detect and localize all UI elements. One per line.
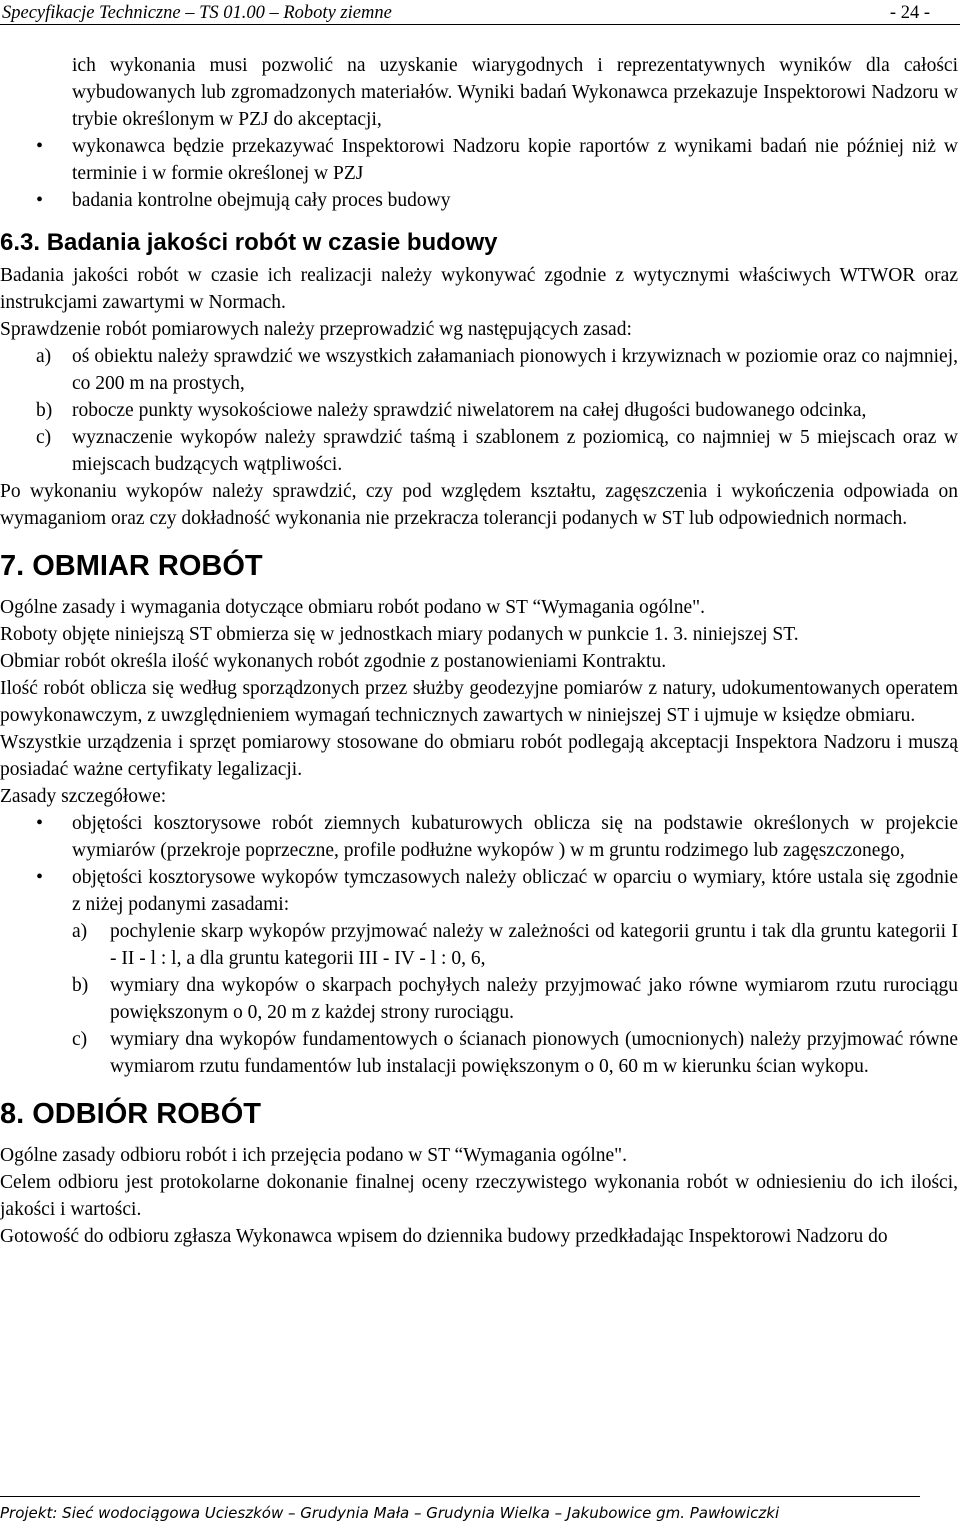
paragraph: Ogólne zasady odbioru robót i ich przejęcia podano w ST “Wymagania ogólne". (0, 1145, 627, 1166)
document-title: Specyfikacje Techniczne – TS 01.00 – Roboty ziemne (2, 3, 392, 23)
list-item-text: robocze punkty wysokościowe należy sprawdzić niwelatorem na całej długości budowanego odcinka, (72, 400, 867, 421)
intro-continuation: ich wykonania musi pozwolić na uzyskanie wiarygodnych i reprezentatywnych wyników dla całości wybudowanych lub zgromadzonych materiałów. Wyniki badań Wykonawca przekazuje Inspektorowi Nadzoru w trybie określonym w PZJ do akceptacji, (72, 55, 958, 130)
section-6-3-heading: 6.3. Badania jakości robót w czasie budowy (0, 229, 498, 256)
page-header (0, 0, 960, 25)
list-item (0, 972, 958, 1026)
paragraph: Gotowość do odbioru zgłasza Wykonawca wpisem do dziennika budowy przedkładając Inspektorowi Nadzoru do (0, 1226, 888, 1247)
paragraph: Zasady szczegółowe: (0, 786, 167, 807)
paragraph: Badania jakości robót w czasie ich realizacji należy wykonywać zgodnie z wytycznymi właściwych WTWOR oraz instrukcjami zawartymi w Normach. (0, 265, 958, 313)
paragraph: Ogólne zasady i wymagania dotyczące obmiaru robót podano w ST “Wymagania ogólne". (0, 597, 705, 618)
list-item (0, 424, 958, 478)
rules-sub-list (0, 918, 958, 1080)
list-item-text: oś obiektu należy sprawdzić we wszystkich załamaniach pionowych i krzywiznach w poziomie oraz co najmniej, co 200 m na prostych, (72, 346, 958, 394)
paragraph: Celem odbioru jest protokolarne dokonanie finalnej oceny rzeczywistego wykonania robót w odniesieniu do ich ilości, jakości i wartości. (0, 1172, 958, 1220)
list-item (0, 343, 958, 397)
list-marker: b) (72, 975, 89, 996)
list-item-text: wymiary dna wykopów fundamentowych o ścianach pionowych (umocnionych) należy przyjmować równe wymiarom rzutu fundamentów lub instalacji powiększonym o 0, 60 m w kierunku ścian wykopu. (110, 1029, 958, 1077)
section-7-heading: 7. OBMIAR ROBÓT (0, 550, 263, 582)
list-item: • objętości kosztorysowe robót ziemnych kubaturowych oblicza się na podstawie określonych w projekcie wymiarów (przekroje poprzeczne, profile podłużne wykopów ) w m gruntu rodzimego lub zagęszczonego, (0, 810, 958, 864)
page-footer: Projekt: Sieć wodociągowa Ucieszków – Grudynia Mała – Grudynia Wielka – Jakubowice gm. Pawłowiczki (0, 1496, 920, 1527)
paragraph: Po wykonaniu wykopów należy sprawdzić, czy pod względem kształtu, zagęszczenia i wykończenia odpowiada on wymaganiom oraz czy dokładność wykonania nie przekracza tolerancji podanych w ST lub odpowiednich normach. (0, 481, 958, 529)
list-item-text: wyznaczenie wykopów należy sprawdzić taśmą i szablonem z poziomicą, co najmniej w 5 miejscach oraz w miejscach budzących wątpliwości. (72, 427, 958, 475)
list-marker: a) (72, 921, 88, 942)
page-content (0, 52, 958, 1250)
paragraph: Sprawdzenie robót pomiarowych należy przeprowadzić wg następujących zasad: (0, 319, 632, 340)
list-marker: c) (36, 427, 52, 448)
paragraph: Ilość robót oblicza się według sporządzonych przez służby geodezyjne pomiarów z natury, udokumentowanych operatem powykonawczym, z uwzględnieniem wymagań technicznych zawartych w niniejszej ST i ujmuje w księdze obmiaru. (0, 678, 958, 726)
page-number: - 24 - (889, 3, 930, 23)
intro-bullet-list (0, 133, 958, 214)
list-marker: a) (36, 346, 52, 367)
paragraph: Obmiar robót określa ilość wykonanych robót zgodnie z postanowieniami Kontraktu. (0, 651, 667, 672)
check-list (0, 343, 958, 478)
list-item-text: wymiary dna wykopów o skarpach pochyłych należy przyjmować jako równe wymiarom rzutu rurociągu powiększonym o 0, 20 m z każdej strony rurociągu. (110, 975, 958, 1023)
list-item (0, 1026, 958, 1080)
list-item-text: pochylenie skarp wykopów przyjmować należy w zależności od kategorii gruntu i tak dla gruntu kategorii I - II - l : l, a dla gruntu kategorii III - IV - l : 0, 6, (110, 921, 958, 969)
list-item: • objętości kosztorysowe wykopów tymczasowych należy obliczać w oparciu o wymiary, które ustala się zgodnie z niżej podanymi zasadami: (0, 864, 958, 918)
list-marker: c) (72, 1029, 88, 1050)
paragraph: Roboty objęte niniejszą ST obmierza się w jednostkach miary podanych w punkcie 1. 3. niniejszej ST. (0, 624, 799, 645)
list-marker: b) (36, 400, 53, 421)
rules-bullet-list (0, 810, 958, 918)
list-item: • badania kontrolne obejmują cały proces budowy (0, 187, 958, 214)
list-item (0, 397, 958, 424)
list-item (0, 918, 958, 972)
list-item: • wykonawca będzie przekazywać Inspektorowi Nadzoru kopie raportów z wynikami badań nie później niż w terminie i w formie określonej w PZJ (0, 133, 958, 187)
paragraph: Wszystkie urządzenia i sprzęt pomiarowy stosowane do obmiaru robót podlegają akceptacji Inspektora Nadzoru i muszą posiadać ważne certyfikaty legalizacji. (0, 732, 958, 780)
section-8-heading: 8. ODBIÓR ROBÓT (0, 1098, 262, 1130)
